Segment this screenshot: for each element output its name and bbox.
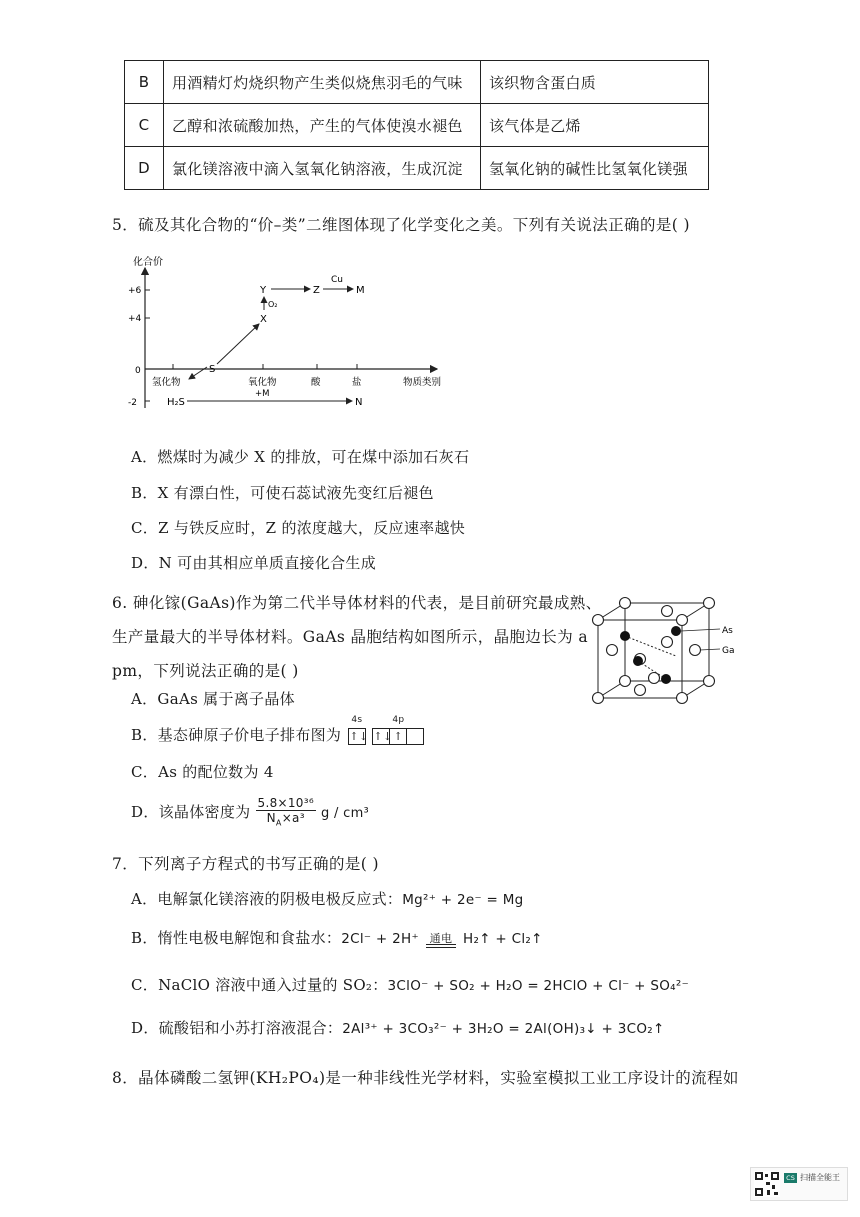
table-row [125,104,709,147]
avogadro-symbol: N [266,811,276,825]
species-y: Y [260,285,267,296]
valence-class-diagram [125,248,455,418]
row-conclusion: 该气体是乙烯 [481,104,709,147]
q5-title: 5．硫及其化合物的“价–类”二维图体现了化学变化之美。下列有关说法正确的是( ) [112,216,690,234]
row-label: D [125,147,164,190]
table-row [125,61,709,104]
electrolysis-condition [426,933,456,948]
answer-table [124,60,709,190]
avogadro-subscript: A [275,818,282,828]
row-phenomenon: 用酒精灯灼烧织物产生类似烧焦羽毛的气味 [164,61,481,104]
q5-option-d: D．N 可由其相应单质直接化合生成 [131,554,377,572]
table-row [125,147,709,190]
q7-option-b-text: B．惰性电极电解饱和食盐水： [131,929,342,947]
orbital-box [407,728,424,745]
y-tick: -2 [128,398,137,408]
q7-option-d [131,1017,665,1038]
row-conclusion: 该织物含蛋白质 [481,61,709,104]
q5-option-c: C．Z 与铁反应时，Z 的浓度越大，反应速率越快 [131,519,466,537]
species-h2s: H₂S [167,397,185,408]
legend-ga: Ga [722,646,735,656]
row-label: C [125,104,164,147]
q6-line3: pm，下列说法正确的是( ) [112,662,299,680]
species-n: N [355,397,363,408]
species-s: S [209,364,216,375]
x-category: 盐 [352,377,362,388]
q7-option-a [131,888,524,909]
q7-option-a-equation: Mg²⁺ + 2e⁻ = Mg [402,892,524,908]
qr-code-icon [754,1171,780,1197]
orbital-box: ↑↓ [373,730,393,744]
orbital-box: ↑↓ [349,730,369,744]
q5-option-a: A．燃煤时为减少 X 的排放，可在煤中添加石灰石 [131,448,470,466]
denominator-rest: ×a³ [281,811,305,825]
q6-option-a: A．GaAs 属于离子晶体 [131,690,295,708]
arrow-label-cu: Cu [331,275,343,285]
q7-title: 7．下列离子方程式的书写正确的是( ) [112,855,379,873]
y-tick: +4 [128,314,142,324]
density-fraction [256,796,316,830]
row-phenomenon: 氯化镁溶液中滴入氢氧化钠溶液，生成沉淀 [164,147,481,190]
q6-option-d [131,796,369,830]
row-phenomenon: 乙醇和浓硫酸加热，产生的气体使溴水褪色 [164,104,481,147]
q7-option-c-text: C．NaClO 溶液中通入过量的 SO₂： [131,976,388,994]
orbital-box: ↑ [390,728,407,745]
species-x: X [260,314,267,325]
q7-option-c-equation: 3ClO⁻ + SO₂ + H₂O = 2HClO + Cl⁻ + SO₄²⁻ [387,978,690,994]
q7-option-a-text: A．电解氯化镁溶液的阴极电极反应式： [131,890,403,908]
row-conclusion: 氢氧化钠的碱性比氢氧化镁强 [481,147,709,190]
q6-line2: 生产量最大的半导体材料。GaAs 晶胞结构如图所示，晶胞边长为 a [112,628,589,646]
q7-option-c [131,974,689,995]
q7-option-b [131,927,543,948]
y-tick: 0 [135,366,141,376]
density-numerator: 5.8×10³⁶ [257,796,314,810]
q7-option-b-left: 2Cl⁻ + 2H⁺ [341,931,419,947]
arrow-label-plus-m: +M [255,389,270,399]
row-label: B [125,61,164,104]
q6-option-c: C．As 的配位数为 4 [131,763,274,781]
q7-option-d-text: D．硫酸铝和小苏打溶液混合： [131,1019,343,1037]
q7-option-d-equation: 2Al³⁺ + 3CO₃²⁻ + 3H₂O = 2Al(OH)₃↓ + 3CO₂↑ [342,1021,665,1037]
q7-option-b-right: H₂↑ + Cl₂↑ [463,931,543,947]
q6-line1: 6. 砷化镓(GaAs)作为第二代半导体材料的代表，是目前研究最成熟、 [112,594,602,612]
density-unit: g / cm³ [321,806,370,822]
q6-option-b [131,714,424,745]
q5-option-b: B．X 有漂白性，可使石蕊试液先变红后褪色 [131,484,434,502]
y-tick: +6 [128,286,142,296]
x-axis-label: 物质类别 [403,377,442,388]
y-axis-label: 化合价 [133,257,163,268]
species-m: M [356,285,365,296]
arrow-label-o2: O₂ [268,300,278,309]
scanner-badge: CS [784,1173,797,1183]
q6-option-b-text: B．基态砷原子价电子排布图为 [131,726,342,744]
q6-option-d-text: D．该晶体密度为 [131,803,251,822]
density-denominator [256,811,316,830]
species-z: Z [313,285,320,296]
legend-as: As [722,626,733,636]
scanner-watermark [750,1167,848,1201]
orbital-4p-label: 4p [392,714,405,725]
x-category: 氢化物 [152,377,181,388]
x-category: 氧化物 [248,377,277,388]
crystal-cell-diagram [588,593,748,708]
scanner-brand: 扫描全能王 [800,1173,840,1182]
orbital-4s-label: 4s [351,714,363,725]
condition-label: 通电 [429,932,453,945]
q8-title: 8．晶体磷酸二氢钾(KH₂PO₄)是一种非线性光学材料，实验室模拟工业工序设计的流程如 [112,1069,739,1087]
x-category: 酸 [311,377,321,388]
orbital-diagram [348,714,424,746]
